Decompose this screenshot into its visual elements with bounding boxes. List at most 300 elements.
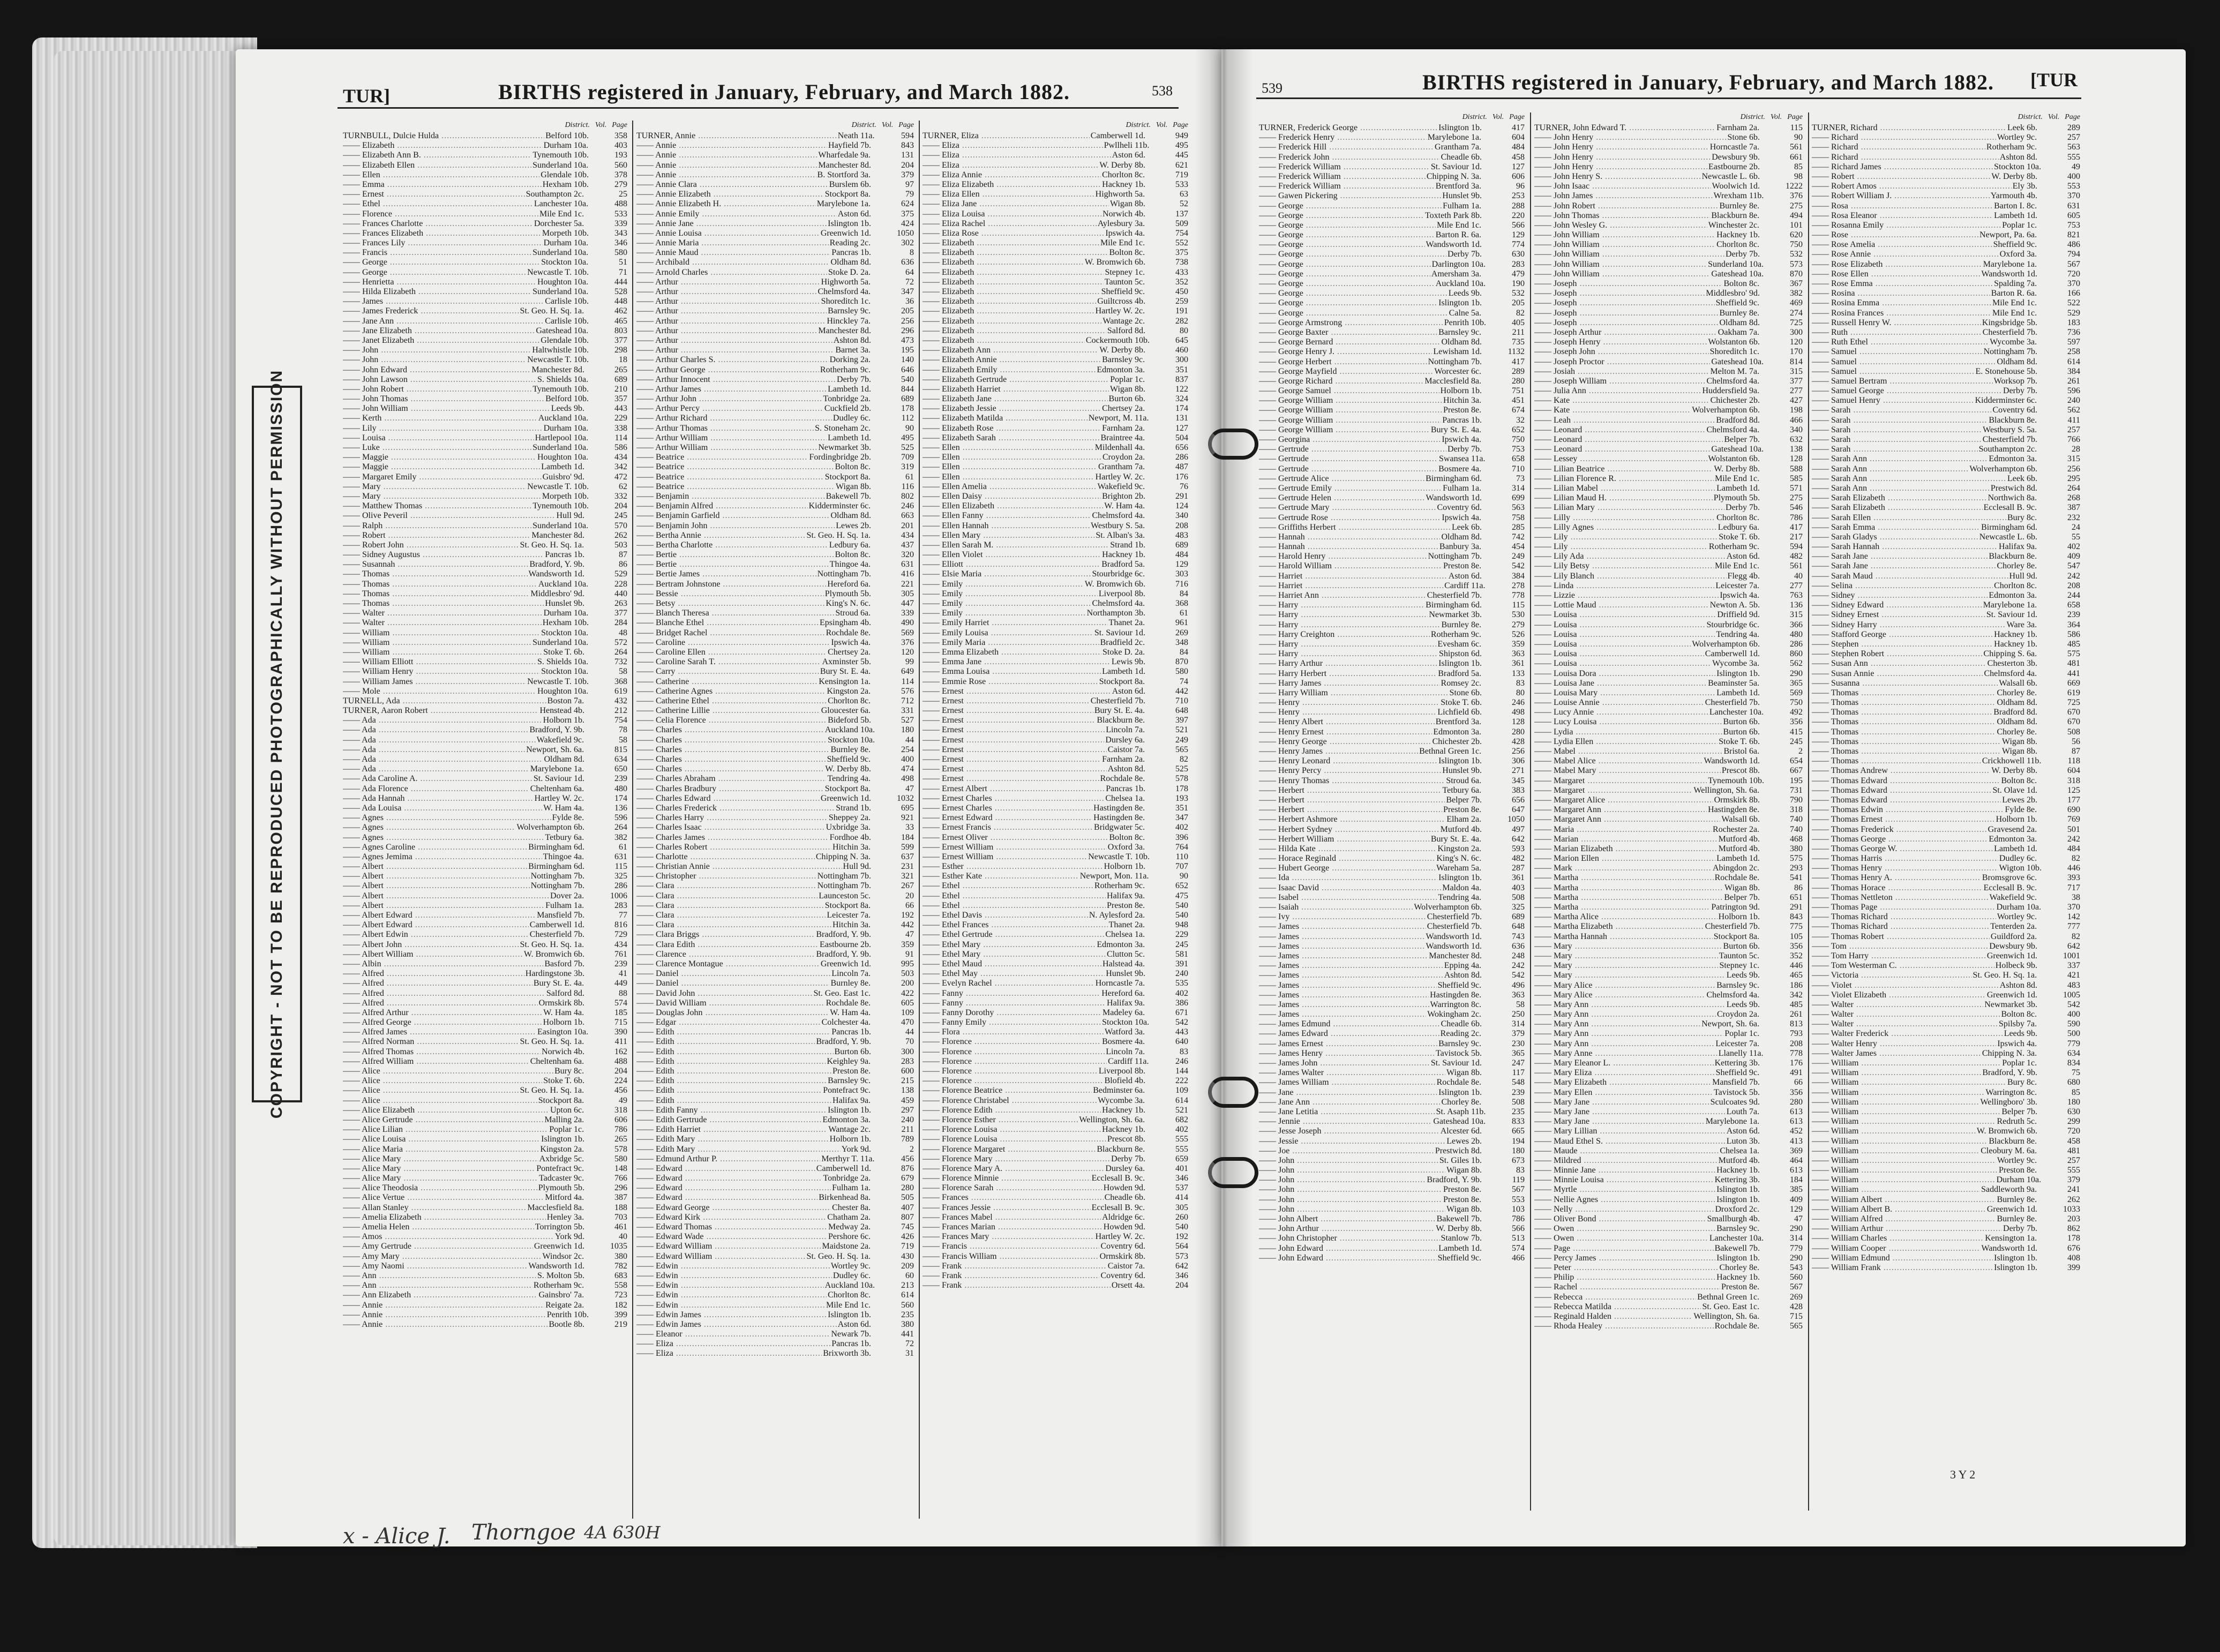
entry-name: —— Clarence .....: [636, 950, 815, 959]
entry-vol: 8c.: [1471, 1000, 1482, 1009]
entry-name: —— Edith .....: [636, 1027, 830, 1037]
binder-ring: [1208, 429, 1258, 460]
entry-page: 194: [1512, 1136, 1525, 1146]
entry-page: 182: [614, 1300, 627, 1310]
register-entry: [343, 628, 629, 638]
entry-name: —— Lilly Agnes .....: [1534, 523, 1717, 532]
entry-name: —— Ethel Davis .....: [922, 911, 1088, 920]
entry-page: 720: [2067, 1127, 2080, 1136]
entry-district: Howden: [1103, 1183, 1132, 1193]
entry-district: Hastingden: [1093, 813, 1132, 823]
entry-name: —— Ellen Hannah .....: [922, 521, 1090, 531]
entry-name: —— James William .....: [1259, 1078, 1436, 1087]
entry-name: —— Fanny Dorothy .....: [922, 1008, 1101, 1018]
entry-page: 331: [901, 706, 914, 716]
entry-vol: 10a.: [574, 277, 589, 287]
entry-name: —— Samuel .....: [1812, 347, 1983, 357]
entry-name: —— Amelia Elizabeth .....: [343, 1213, 546, 1222]
entry-vol: 6a.: [860, 540, 871, 550]
register-entry: [1812, 240, 2082, 250]
entry-name: —— Benjamin Alfred .....: [636, 501, 808, 511]
entry-name: —— Kerth .....: [343, 414, 537, 423]
entry-district: Wellingboro': [1980, 1097, 2024, 1107]
entry-vol: 6d.: [1471, 600, 1482, 610]
entry-name: —— Edward Wade .....: [636, 1232, 827, 1242]
entry-vol: 10a.: [574, 258, 589, 267]
entry-vol: 8d.: [2027, 357, 2037, 366]
register-entry: [1534, 513, 1805, 523]
entry-vol: 7b.: [2027, 1107, 2037, 1116]
entry-district: Manchester: [818, 326, 858, 335]
entry-vol: 2a.: [860, 1242, 871, 1251]
entry-page: 649: [901, 667, 914, 677]
entry-vol: 11a.: [1749, 1048, 1764, 1058]
entry-district: Carlisle: [545, 316, 572, 326]
entry-name: —— James Walter .....: [1259, 1068, 1445, 1078]
entry-name: —— Hilda Kate .....: [1259, 844, 1436, 854]
register-entry: [922, 1037, 1190, 1047]
entry-district: Ipswich: [1442, 435, 1469, 444]
register-entry: [343, 940, 629, 950]
register-entry: [1812, 347, 2082, 357]
entry-district: Alcester: [1440, 1127, 1469, 1136]
register-entry: [1812, 893, 2082, 903]
entry-vol: 7b.: [574, 881, 584, 891]
entry-vol: 7b.: [860, 491, 871, 501]
entry-page: 78: [619, 725, 627, 735]
entry-district: Wigan: [835, 482, 858, 491]
entry-district: Wortley: [830, 1261, 858, 1271]
entry-page: 508: [2067, 727, 2080, 737]
entry-district: Chelmsford: [1092, 599, 1132, 608]
entry-vol: 2c.: [1471, 678, 1482, 688]
register-entry: [922, 170, 1190, 180]
entry-page: 127: [1175, 423, 1188, 433]
entry-page: 321: [901, 872, 914, 881]
entry-page: 280: [1512, 376, 1525, 386]
register-entry: [1534, 1039, 1805, 1049]
register-entry: [636, 1252, 916, 1261]
register-entry: [343, 326, 629, 336]
entry-vol: 4b.: [574, 706, 584, 716]
entry-name: —— Elizabeth .....: [922, 297, 1096, 306]
entry-district: Chesterfield: [1705, 698, 1747, 708]
register-entry: [1534, 1321, 1805, 1331]
entry-district: Toxteth Park: [1425, 211, 1469, 220]
register-entry: [343, 687, 629, 696]
entry-vol: 1d.: [1749, 649, 1760, 659]
entry-vol: 6a.: [1749, 747, 1760, 756]
entry-name: —— George Herbert .....: [1259, 357, 1427, 367]
entry-vol: 1b.: [1471, 659, 1482, 669]
entry-district: Lichfield: [1437, 708, 1469, 717]
entry-vol: 2a.: [2027, 932, 2037, 941]
entry-name: —— Elizabeth Ellen .....: [343, 161, 531, 170]
entry-page: 137: [1175, 209, 1188, 219]
entry-name: —— Lilian Maud H. .....: [1534, 493, 1713, 503]
entry-name: —— Fanny Emily .....: [922, 1018, 1101, 1027]
entry-vol: 7b.: [1471, 795, 1482, 805]
register-entry: [636, 774, 916, 784]
entry-name: —— James .....: [1259, 990, 1429, 1000]
entry-page: 621: [1175, 160, 1188, 170]
register-entry: [1259, 542, 1527, 552]
entry-district: Birmingham: [1426, 600, 1469, 610]
entry-district: Prestwich: [1990, 483, 2024, 493]
entry-page: 417: [1512, 123, 1525, 132]
entry-page: 1001: [2063, 951, 2080, 960]
entry-name: —— George William .....: [1259, 425, 1430, 435]
entry-district: Tavistock: [1714, 1087, 1747, 1097]
entry-page: 578: [614, 1144, 627, 1154]
entry-district: Hardingstone: [525, 969, 572, 979]
entry-district: Newcastle T.: [527, 267, 572, 277]
entry-district: Newport, Sh.: [1701, 1019, 1747, 1029]
entry-page: 184: [901, 832, 914, 842]
entry-page: 248: [1512, 951, 1525, 960]
entry-page: 492: [1790, 708, 1803, 717]
entry-page: 961: [1175, 618, 1188, 628]
entry-name: —— Ethel Frances .....: [922, 920, 1108, 930]
register-entry: [636, 540, 916, 550]
entry-page: 428: [1512, 737, 1525, 746]
register-entry: [343, 365, 629, 375]
entry-district: Maldon: [1442, 883, 1469, 892]
entry-vol: 4a.: [860, 287, 871, 296]
entry-name: —— Hilda Elizabeth .....: [343, 287, 531, 297]
entry-page: 195: [901, 346, 914, 355]
entry-vol: 8c.: [1749, 513, 1760, 522]
entry-vol: 9c.: [2027, 1155, 2037, 1165]
entry-vol: 6c.: [2027, 873, 2037, 883]
entry-vol: 10a.: [574, 141, 589, 151]
entry-vol: 9c.: [1135, 1174, 1145, 1183]
register-entry: [636, 1320, 916, 1330]
entry-name: —— Eliza Louisa .....: [922, 209, 1101, 219]
entry-district: Hartley W.: [1095, 306, 1132, 316]
entry-name: —— Francis William .....: [922, 1252, 1099, 1261]
entry-name: —— Annie Elizabeth .....: [636, 190, 824, 199]
entry-district: Oldham: [544, 755, 572, 764]
entry-name: —— Elizabeth .....: [922, 336, 1085, 346]
entry-name: —— William Charles .....: [1812, 1234, 1984, 1243]
entry-vol: 10a.: [1135, 1018, 1150, 1027]
entry-district: Llanelly: [1718, 1048, 1747, 1058]
entry-district: Wokingham: [1427, 1010, 1469, 1019]
entry-name: —— Mary Elizabeth .....: [1534, 1078, 1711, 1087]
entry-page: 402: [1175, 1125, 1188, 1135]
register-entry: [1812, 309, 2082, 318]
entry-district: Sunderland: [1708, 259, 1747, 269]
entry-vol: 1a.: [574, 1037, 584, 1047]
entry-page: 542: [1512, 971, 1525, 980]
register-entry: [1259, 309, 1527, 318]
entry-vol: 8b.: [2027, 737, 2037, 746]
entry-page: 553: [1512, 1195, 1525, 1204]
entry-name: —— Thomas Frederick .....: [1812, 825, 1987, 835]
register-entry: [1534, 552, 1805, 561]
register-entry: [1534, 1049, 1805, 1058]
entry-vol: 3a.: [860, 852, 871, 861]
entry-district: Croydon: [1717, 1010, 1747, 1019]
entry-page: 346: [614, 238, 627, 248]
entry-district: Dursley: [1105, 735, 1132, 745]
entry-name: —— Emily Harriet .....: [922, 618, 1108, 628]
entry-vol: 7a.: [574, 696, 584, 705]
entry-district: Taunton: [1719, 951, 1747, 960]
entry-page: 571: [1790, 483, 1803, 493]
register-entry: [636, 317, 916, 326]
entry-district: Chipping S.: [1983, 649, 2024, 659]
entry-district: Rochdale: [826, 998, 858, 1008]
entry-district: Southampton: [1978, 445, 2024, 454]
register-entry: [1534, 708, 1805, 717]
entry-vol: 1d.: [1471, 932, 1482, 941]
register-entry: [636, 180, 916, 190]
entry-page: 533: [1175, 179, 1188, 189]
entry-name: —— Elizabeth .....: [922, 248, 1108, 258]
entry-name: —— Thomas Ernest .....: [1812, 815, 1995, 824]
entry-district: Poplar: [2002, 1058, 2024, 1068]
register-entry: [343, 667, 629, 677]
register-entry: [1812, 435, 2082, 445]
register-entry: [922, 336, 1190, 346]
register-entry: [636, 258, 916, 267]
entry-vol: 8e.: [860, 979, 871, 988]
entry-district: Wolverhampton: [516, 823, 572, 832]
entry-name: —— Sidney Edward .....: [1812, 600, 1982, 610]
entry-page: 540: [1175, 911, 1188, 920]
entry-district: Ashton: [1107, 764, 1132, 774]
entry-district: Stoke T.: [1719, 532, 1747, 542]
register-entry: [1534, 464, 1805, 474]
register-entry: [1812, 1263, 2082, 1273]
column-header: [1812, 112, 2082, 123]
entry-name: —— Henry .....: [1259, 698, 1439, 708]
entry-page: 56: [2072, 737, 2080, 746]
entry-name: —— Owen .....: [1534, 1234, 1708, 1243]
register-entry: [1812, 1146, 2082, 1156]
register-entry: [1534, 493, 1805, 503]
entry-name: —— Ada .....: [343, 716, 542, 725]
entry-name: —— Thomas Horace .....: [1812, 883, 1983, 893]
entry-vol: 6b.: [1471, 903, 1482, 912]
entry-name: —— Elizabeth .....: [922, 326, 1106, 336]
entry-name: —— Stafford George .....: [1812, 630, 1993, 640]
entry-page: 529: [2067, 308, 2080, 318]
entry-page: 224: [614, 1076, 627, 1086]
entry-district: Edmonton: [1097, 940, 1132, 949]
register-entry: [1259, 747, 1527, 756]
entry-page: 33: [905, 823, 914, 832]
entry-vol: 10a.: [2027, 1175, 2042, 1185]
entry-page: 754: [614, 716, 627, 725]
entry-page: 566: [1512, 1224, 1525, 1234]
register-entry: [636, 161, 916, 170]
register-entry: [1259, 951, 1527, 961]
entry-name: —— Ernest Albert .....: [922, 784, 1105, 794]
entry-vol: 6b.: [860, 1047, 871, 1056]
entry-vol: 1c.: [860, 1300, 871, 1310]
entry-name: —— Annie Louisa .....: [636, 229, 820, 238]
entry-page: 594: [1790, 542, 1803, 552]
entry-page: 565: [1790, 1321, 1803, 1331]
entry-name: —— Henry James .....: [1259, 747, 1418, 756]
register-entry: [1812, 1137, 2082, 1146]
entry-vol: 9b.: [574, 560, 584, 569]
entry-name: —— Ellen Sarah M. .....: [922, 540, 1109, 550]
register-entry: [922, 843, 1190, 852]
entry-page: 118: [2067, 756, 2080, 766]
entry-name: —— William Edmund .....: [1812, 1253, 1993, 1263]
entry-page: 575: [1790, 854, 1803, 863]
register-entry: [1534, 737, 1805, 747]
register-entry: [1259, 961, 1527, 971]
entry-vol: 6a.: [1135, 1163, 1145, 1173]
entry-name: —— Ida .....: [1259, 873, 1437, 883]
entry-district: Sunderland: [532, 443, 572, 452]
entry-vol: 9b.: [1749, 152, 1760, 162]
entry-district: Stockton: [541, 667, 572, 677]
entry-district: Holborn: [1996, 815, 2024, 824]
register-entry: [922, 774, 1190, 784]
entry-name: —— Eliza .....: [636, 1339, 830, 1349]
entry-page: 261: [1790, 1010, 1803, 1019]
entry-district: Hull: [556, 511, 572, 521]
entry-page: 575: [2067, 649, 2080, 659]
entry-page: 485: [2067, 639, 2080, 649]
entry-page: 305: [901, 589, 914, 598]
register-entry: [636, 716, 916, 725]
entry-district: Greenwich: [1986, 951, 2024, 960]
entry-vol: 8c.: [2027, 776, 2037, 785]
register-entry: [1812, 825, 2082, 835]
entry-name: —— Emmie Rose .....: [922, 677, 1098, 687]
register-entry: [1812, 191, 2082, 201]
register-entry: [1812, 1195, 2082, 1205]
entry-district: Chorley: [1997, 561, 2024, 571]
entry-name: —— Hannah .....: [1259, 542, 1438, 552]
entry-page: 131: [901, 151, 914, 160]
entry-vol: 10b.: [574, 618, 589, 628]
entry-name: —— Ruth Ethel .....: [1812, 337, 1989, 347]
register-entry: [1812, 854, 2082, 863]
entry-name: —— Beatrice .....: [636, 453, 808, 462]
entry-district: Westbury S.: [1091, 521, 1132, 530]
entry-name: —— Ernest Charles .....: [922, 794, 1104, 804]
entry-name: —— Rose Ellen .....: [1812, 269, 1981, 279]
entry-name: —— Elizabeth Sarah .....: [922, 433, 1099, 443]
entry-name: —— Alfred Norman .....: [343, 1037, 519, 1047]
entry-vol: 10b.: [574, 1310, 589, 1319]
register-entry: [343, 774, 629, 784]
entry-vol: 1c.: [2027, 308, 2037, 318]
entry-page: 790: [1790, 795, 1803, 805]
entry-name: —— Mary Ann .....: [1534, 1000, 1726, 1010]
entry-vol: 8e.: [2027, 415, 2037, 425]
register-entry: [1534, 1253, 1805, 1263]
entry-vol: 1b.: [1135, 862, 1145, 872]
entry-vol: 8b.: [1135, 384, 1145, 394]
register-entry: [1812, 1244, 2082, 1253]
register-entry: [636, 404, 916, 414]
entry-vol: 5a.: [1471, 863, 1482, 873]
entry-name: —— Ellen .....: [343, 170, 539, 180]
entry-vol: 3a.: [1471, 396, 1482, 406]
entry-name: —— George Armstrong .....: [1259, 318, 1443, 328]
entry-district: Derby: [2003, 386, 2024, 396]
entry-district: Wolstanton: [1708, 337, 1747, 347]
register-entry: [1812, 912, 2082, 922]
entry-page: 399: [2067, 1263, 2080, 1272]
entry-vol: 6a.: [2027, 289, 2037, 298]
entry-name: —— Julia Ann .....: [1534, 386, 1701, 396]
entry-district: Durham: [1996, 1175, 2024, 1185]
entry-district: Oldham: [1441, 532, 1469, 542]
entry-vol: 8b.: [1135, 589, 1145, 598]
register-entry: [922, 764, 1190, 774]
entry-district: Oldham: [1997, 357, 2024, 366]
entry-page: 340: [1175, 511, 1188, 521]
entry-name: —— Ethel Gertrude .....: [922, 930, 1104, 940]
entry-district: Stockton: [541, 258, 572, 267]
entry-district: Camberwell: [529, 920, 572, 930]
entry-page: 83: [1516, 1166, 1525, 1175]
register-entry: [1259, 172, 1527, 182]
entry-district: Blackburn: [1989, 1136, 2024, 1146]
register-entry: [922, 1057, 1190, 1067]
entry-name: —— Edwin .....: [636, 1261, 830, 1271]
entry-page: 264: [614, 823, 627, 832]
entry-district: Chesterfield: [1427, 912, 1469, 922]
entry-district: Stroud: [1446, 776, 1469, 785]
entry-vol: 6b.: [2027, 1127, 2037, 1136]
entry-district: Taunton: [1104, 277, 1132, 287]
entry-vol: 4a.: [1135, 501, 1145, 511]
entry-district: Bury St. E.: [1430, 425, 1469, 434]
entry-vol: 6b.: [1749, 815, 1760, 824]
entry-district: Aylesbury: [1097, 219, 1132, 228]
register-entry: [1812, 1019, 2082, 1029]
entry-vol: 1d.: [1135, 131, 1145, 140]
entry-name: —— Gertrude .....: [1259, 454, 1438, 464]
entry-name: —— John William .....: [1534, 250, 1724, 259]
register-entry: [343, 424, 629, 433]
entry-name: —— Mary .....: [1534, 971, 1726, 980]
register-entry: [343, 891, 629, 901]
entry-name: —— Louisa .....: [1534, 659, 1711, 669]
entry-vol: 6c.: [1135, 1212, 1145, 1222]
entry-vol: 8e.: [2027, 727, 2037, 737]
register-entry: [636, 1193, 916, 1203]
entry-page: 821: [2067, 230, 2080, 240]
register-entry: [1812, 523, 2082, 532]
entry-vol: 9c.: [1749, 542, 1760, 552]
entry-vol: 3a.: [860, 170, 871, 179]
entry-district: Pancras: [831, 248, 858, 258]
entry-name: —— Samuel .....: [1812, 367, 1974, 377]
register-entry: [636, 1115, 916, 1125]
entry-page: 256: [1512, 747, 1525, 756]
entry-district: Belper: [1446, 795, 1469, 805]
entry-page: 613: [1790, 1166, 1803, 1175]
entry-name: —— Caroline Ellen .....: [636, 648, 827, 657]
entry-page: 201: [901, 521, 914, 530]
entry-name: —— Arthur William .....: [636, 443, 817, 453]
entry-vol: 1b.: [1135, 1125, 1145, 1135]
entry-district: Penrith: [546, 1310, 572, 1319]
entry-vol: 4a.: [574, 1008, 584, 1017]
